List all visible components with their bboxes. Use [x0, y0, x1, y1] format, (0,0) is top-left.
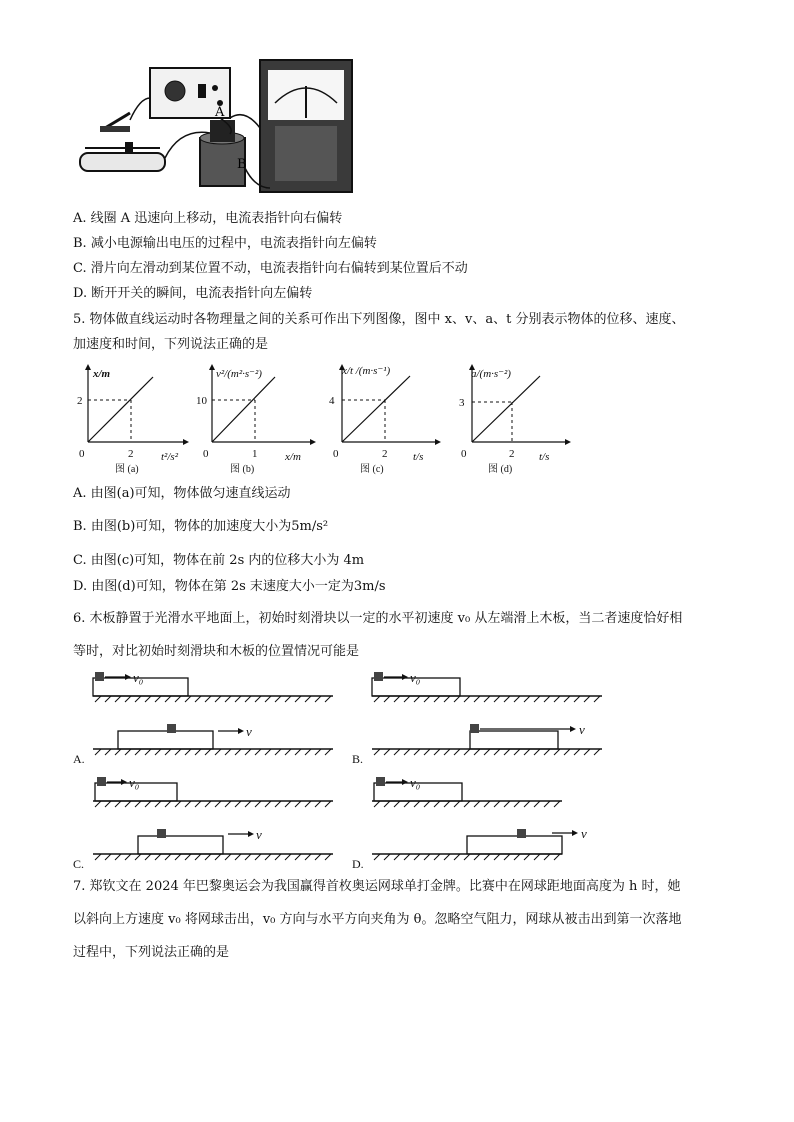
v-label: v [579, 722, 585, 737]
q7-line3: 过程中，下列说法正确的是 [73, 945, 230, 960]
q5-option-c: C. 由图(c)可知，物体在前 2s 内的位移大小为 4m [73, 553, 365, 568]
q6-letter-d: D. [352, 857, 364, 871]
q6-diagram-c [73, 773, 343, 873]
slider-block [95, 672, 104, 681]
coil-b-label: B [237, 157, 247, 172]
graph-c-ylabel: x/t /(m·s⁻¹) [342, 365, 391, 377]
coil-a-label: A [215, 105, 225, 120]
graph-c-xlabel: t/s [413, 451, 424, 463]
graph-b [195, 362, 330, 477]
graph-c [325, 358, 455, 477]
graph-b-ytick: 10 [196, 395, 207, 407]
q7-line1: 7. 郑钦文在 2024 年巴黎奥运会为我国赢得首枚奥运网球单打金牌。比赛中在网球距地面高度为 h 时，她 [73, 879, 681, 894]
q6-letter-c: C. [73, 857, 85, 871]
graph-b-xtick: 1 [252, 448, 258, 460]
graph-d-origin: 0 [461, 448, 467, 460]
graph-d-ylabel: a/(m·s⁻²) [471, 368, 511, 380]
v0-label: v₀ [129, 775, 140, 790]
graph-b-caption: 图 (b) [230, 464, 255, 475]
graph-b-xlabel: x/m [285, 451, 301, 463]
graph-a [73, 362, 193, 477]
q4-option-a: A. 线圈 A 迅速向上移动，电流表指针向右偏转 [73, 211, 343, 226]
q5-stem-line1: 5. 物体做直线运动时各物理量之间的关系可作出下列图像，图中 x、v、a、t 分别表示物体的位移、速度、 [73, 312, 685, 327]
graph-b-origin: 0 [203, 448, 209, 460]
v-label: v [256, 827, 262, 842]
v0-label: v₀ [133, 670, 144, 685]
q6-diagram-d [352, 773, 612, 873]
q4-option-b: B. 减小电源输出电压的过程中，电流表指针向左偏转 [73, 236, 377, 251]
graph-c-origin: 0 [333, 448, 339, 460]
q5-option-b: B. 由图(b)可知，物体的加速度大小为5m/s² [73, 519, 329, 534]
v-label: v [581, 826, 587, 841]
graph-a-ytick: 2 [77, 395, 83, 407]
q6-letter-b: B. [352, 752, 364, 766]
q4-option-d: D. 断开开关的瞬间，电流表指针向左偏转 [73, 286, 313, 301]
v0-label: v₀ [410, 775, 421, 790]
v0-label: v₀ [410, 670, 421, 685]
knife-switch [105, 113, 130, 128]
graph-a-line [88, 377, 153, 442]
q7-line2: 以斜向上方速度 v₀ 将网球击出，v₀ 方向与水平方向夹角为 θ。忽略空气阻力，网球从被击出到第一次落地 [73, 912, 682, 927]
graph-a-origin: 0 [79, 448, 85, 460]
graph-d-xlabel: t/s [539, 451, 550, 463]
q5-option-d: D. 由图(d)可知，物体在第 2s 末速度大小一定为3m/s [73, 579, 386, 594]
graph-c-caption: 图 (c) [360, 464, 384, 475]
graph-d-xtick: 2 [509, 448, 515, 460]
graph-a-xlabel: t²/s² [161, 451, 178, 463]
rheostat [80, 153, 165, 171]
q6-stem-line2: 等时，对比初始时刻滑块和木板的位置情况可能是 [73, 644, 360, 659]
graph-b-ylabel: v²/(m²·s⁻²) [216, 368, 262, 380]
q6-diagram-a [73, 668, 343, 768]
graph-b-line [212, 377, 275, 442]
q4-option-c: C. 滑片向左滑动到某位置不动，电流表指针向右偏转到某位置后不动 [73, 261, 468, 276]
graph-d-ytick: 3 [459, 397, 465, 409]
graph-a-ylabel: x/m [93, 368, 111, 380]
v-label: v [246, 724, 252, 739]
power-supply-switch [198, 84, 206, 98]
rheostat-slider [125, 142, 133, 154]
q5-option-a: A. 由图(a)可知，物体做匀速直线运动 [73, 486, 291, 501]
graph-a-xtick: 2 [128, 448, 134, 460]
graph-d [455, 362, 585, 477]
q6-diagram-b [352, 668, 612, 768]
graph-d-caption: 图 (d) [488, 464, 513, 475]
graph-a-caption: 图 (a) [115, 464, 139, 475]
graph-c-ytick: 4 [329, 395, 335, 407]
q6-letter-a: A. [73, 752, 85, 766]
graph-c-line [342, 376, 410, 442]
q5-stem-line2: 加速度和时间，下列说法正确的是 [73, 337, 269, 352]
apparatus-figure [70, 58, 360, 198]
graph-c-xtick: 2 [382, 448, 388, 460]
q6-stem-line1: 6. 木板静置于光滑水平地面上，初始时刻滑块以一定的水平初速度 v₀ 从左端滑上木板，当二者速度恰好相 [73, 611, 683, 626]
power-supply-dial [165, 81, 185, 101]
graph-d-line [472, 376, 540, 442]
